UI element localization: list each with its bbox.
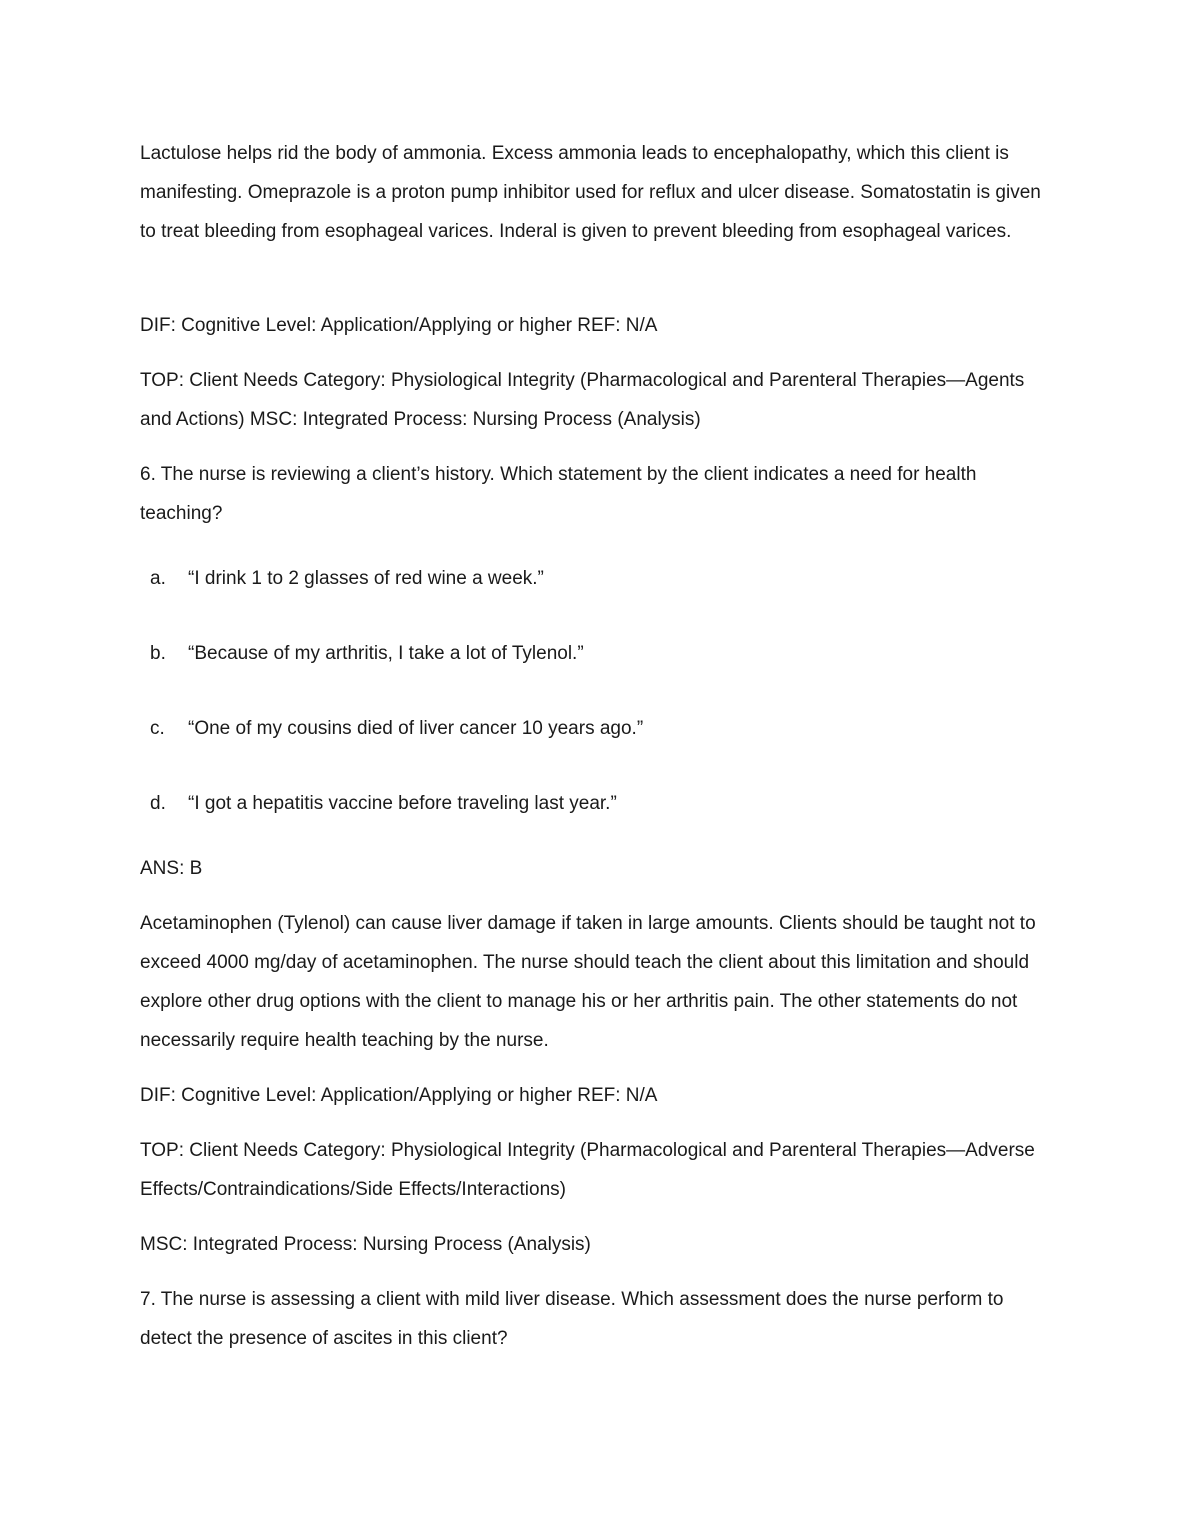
q6-option-a [150, 559, 1030, 598]
q6-top: TOP: Client Needs Category: Physiological Integrity (Pharmacological and Parenteral Therapies—Adverse Effects/Contraindications/Side Effects/Interactions) [140, 1140, 1035, 1200]
q6-option-b [150, 634, 1030, 673]
q5-dif: DIF: Cognitive Level: Application/Applying or higher REF: N/A [140, 315, 658, 336]
option-letter: b. [150, 643, 166, 664]
option-text: “I got a hepatitis vaccine before traveling last year.” [188, 793, 617, 814]
q6-dif: DIF: Cognitive Level: Application/Applying or higher REF: N/A [140, 1085, 658, 1106]
q7-stem: 7. The nurse is assessing a client with mild liver disease. Which assessment does the nurse perform to detect the presence of ascites in this client? [140, 1289, 1004, 1349]
option-text: “I drink 1 to 2 glasses of red wine a week.” [188, 568, 544, 589]
q6-stem: 6. The nurse is reviewing a client’s history. Which statement by the client indicates a need for health teaching? [140, 464, 977, 524]
option-text: “Because of my arthritis, I take a lot of Tylenol.” [188, 643, 584, 664]
option-letter: d. [150, 793, 166, 814]
q6-answer: ANS: B [140, 858, 203, 879]
q6-rationale: Acetaminophen (Tylenol) can cause liver damage if taken in large amounts. Clients should be taught not to exceed 4000 mg/day of acetaminophen. The nurse should teach the client about this limitation and should explore other drug options with the client to manage his or her arthritis pain. The other statements do not necessarily require health teaching by the nurse. [140, 913, 1036, 1051]
q5-top-msc: TOP: Client Needs Category: Physiological Integrity (Pharmacological and Parenteral Therapies—Agents and Actions) MSC: Integrated Process: Nursing Process (Analysis) [140, 370, 1025, 430]
option-letter: a. [150, 568, 166, 589]
option-letter: c. [150, 718, 165, 739]
q5-rationale: Lactulose helps rid the body of ammonia. Excess ammonia leads to encephalopathy, which this client is manifesting. Omeprazole is a proton pump inhibitor used for reflux and ulcer disease. Somatostatin is given to treat bleeding from esophageal varices. Inderal is given to prevent bleeding from esophageal varices. [140, 143, 1041, 242]
q6-option-c [150, 709, 1030, 748]
q6-option-d [150, 784, 1030, 823]
option-text: “One of my cousins died of liver cancer 10 years ago.” [188, 718, 644, 739]
q6-msc: MSC: Integrated Process: Nursing Process (Analysis) [140, 1234, 591, 1255]
